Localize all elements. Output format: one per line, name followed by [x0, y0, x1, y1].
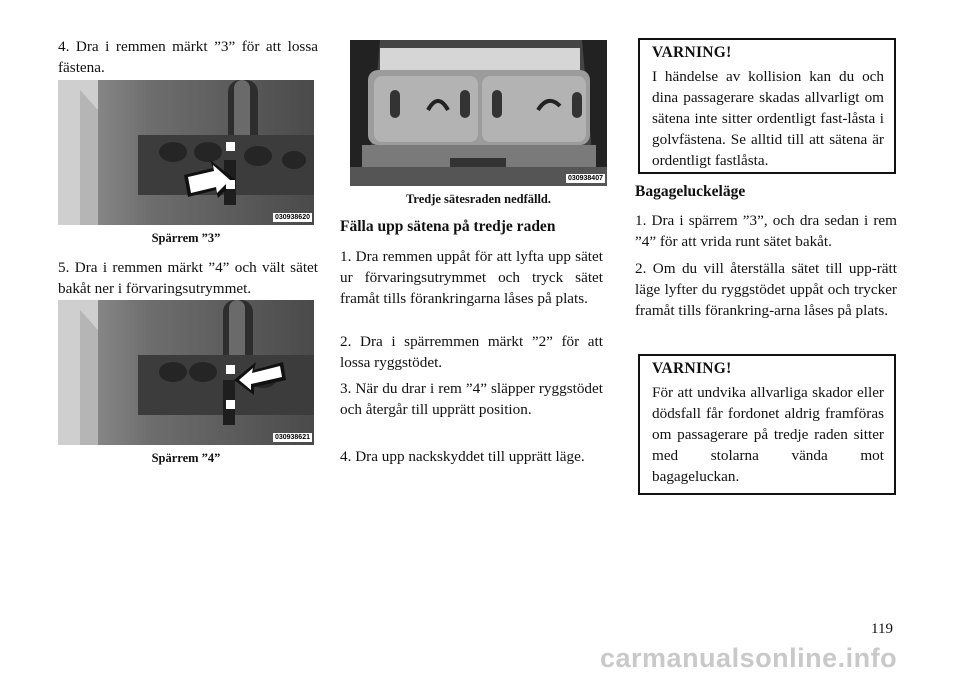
step-text: 1. Dra i spärrem ”3”, och dra sedan i rem ”4” för att vrida runt sätet bakåt.	[635, 212, 897, 250]
warning-box	[638, 354, 896, 495]
photo-caption: Tredje sätesraden nedfälld.	[405, 192, 552, 206]
warning-title: VARNING!	[652, 360, 732, 377]
third-row-folded-illustration	[350, 40, 607, 186]
step-text: 2. Om du vill återställa sätet till upp-rätt läge lyfter du ryggstödet uppåt och trycker framåt tills förankring-arna låses på plats.	[635, 260, 897, 319]
photo-code: 030938620	[274, 214, 310, 221]
warning-text: För att undvika allvarliga skador eller dödsfall får fordonet aldrig framföras om passagerare på tredje raden sitter med stolarna vända mot bagageluckan.	[652, 384, 884, 485]
photo-code: 030938621	[274, 434, 310, 441]
photo-code: 030938407	[567, 175, 603, 182]
step-text: 4. Dra upp nackskyddet till upprätt läge.	[340, 448, 585, 465]
step-5-text: 5. Dra i remmen märkt ”4” och vält sätet bakåt ner i förvaringsutrymmet.	[58, 259, 318, 297]
page-number: 119	[871, 621, 893, 637]
photo-strap-4	[58, 300, 314, 445]
step-text: 2. Dra i spärremmen märkt ”2” för att lossa ryggstödet.	[340, 333, 603, 371]
seat-strap-3-illustration	[58, 80, 314, 225]
photo-third-row-folded	[350, 40, 607, 186]
seat-strap-4-illustration	[58, 300, 314, 445]
step-text: 1. Dra remmen uppåt för att lyfta upp sätet ur förvaringsutrymmet och tryck sätet framåt tills förankringarna låses på plats.	[340, 248, 603, 307]
warning-text: I händelse av kollision kan du och dina passagerare skadas allvarligt om sätena inte sitter ordentligt fast-låsta i golvfästena. Se alltid till att sätena är ordentligt fastlåsta.	[652, 68, 884, 169]
watermark: carmanualsonline.info	[600, 643, 898, 673]
step-4-text: 4. Dra i remmen märkt ”3” för att lossa fästena.	[58, 38, 318, 76]
photo-caption: Spärrem ”3”	[151, 231, 221, 245]
step-text: 3. När du drar i rem ”4” släpper ryggstödet och återgår till upprätt position.	[340, 380, 603, 418]
warning-box	[638, 38, 896, 174]
warning-title: VARNING!	[652, 44, 732, 61]
section-heading: Bagageluckeläge	[635, 183, 746, 200]
section-heading: Fälla upp sätena på tredje raden	[340, 218, 556, 235]
photo-caption: Spärrem ”4”	[151, 451, 221, 465]
photo-strap-3	[58, 80, 314, 225]
